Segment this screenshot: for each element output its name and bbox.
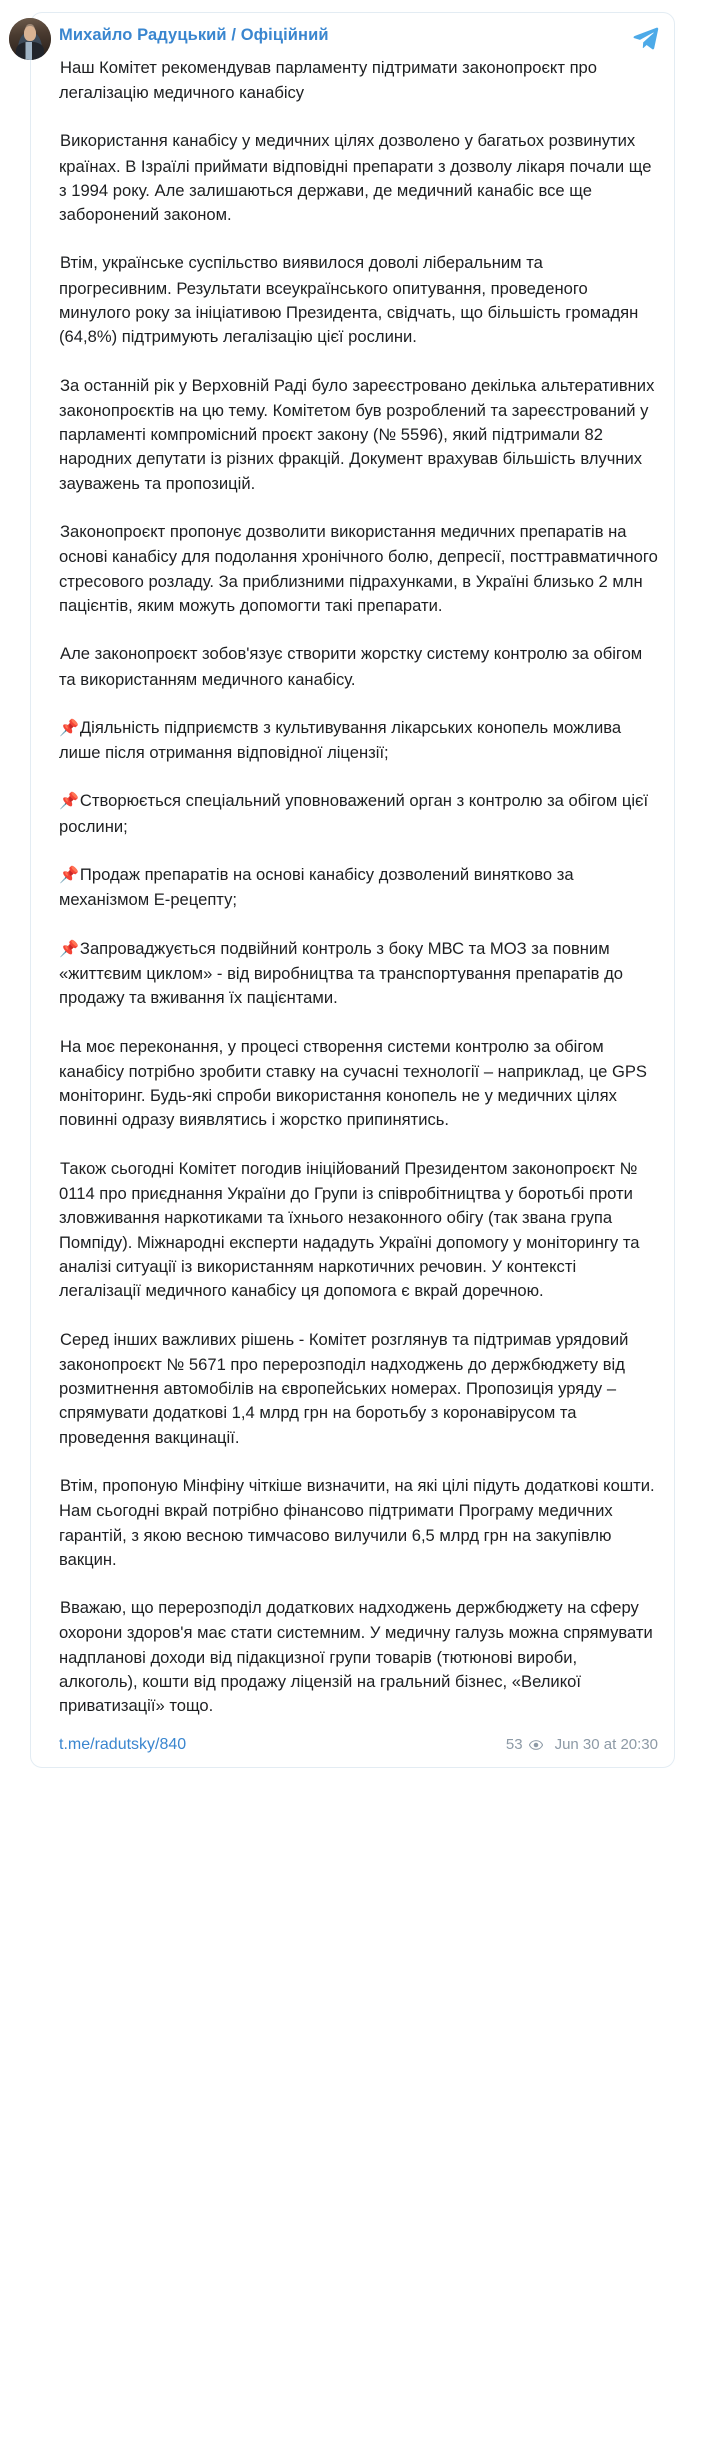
post-paragraph (59, 56, 658, 106)
paragraph-text: Законопроєкт пропонує дозволити використання медичних препаратів на основі канабісу для подолання хронічного болю, депресії, посттравматичного стресового розладу. За приблизними підрахунками, в Україні близько 2 млн пацієнтів, яким можуть допомогти такі препарати. (59, 522, 663, 615)
post-paragraph (59, 1328, 658, 1450)
paragraph-text: Наш Комітет рекомендував парламенту підтримати законопроєкт про легалізацію медичного канабісу (59, 57, 602, 102)
paragraph-text: Серед інших важливих рішень - Комітет розглянув та підтримав урядовий законопроєкт № 5671 про перерозподіл надходжень до держбюджету від розмитнення автомобілів на європейських номерах. Пропозиція уряду – спрямувати додаткові 1,4 млрд грн на боротьбу з коронавірусом та проведення вакцинації. (59, 1329, 634, 1447)
pushpin-icon: 📌 (59, 867, 79, 885)
post-footer (59, 1733, 658, 1759)
post-date: Jun 30 at 20:30 (554, 1735, 658, 1753)
post-paragraph (59, 1157, 658, 1304)
post-paragraph-pinned (59, 716, 658, 766)
post-paragraph (59, 1474, 658, 1572)
paragraph-text: Але законопроєкт зобов'язує створити жорстку систему контролю за обігом та використанням медичного канабісу. (59, 644, 647, 689)
post-header (59, 25, 658, 46)
eye-icon (529, 1738, 543, 1752)
paragraph-text: Вважаю, що перерозподіл додаткових надходжень держбюджету на сферу охорони здоров'я має стати системним. У медичну галузь можна спрямувати надпланові доходи від підакцизної групи товарів (тютюнові вироби, алкоголь), кошти від продажу ліцензій на гральний бізнес, «Великої приватизації» тощо. (59, 1598, 658, 1716)
post-text-body (59, 56, 663, 1719)
post-card (30, 12, 675, 1768)
paragraph-text: За останній рік у Верховній Раді було зареєстровано декілька альтеративних законопроєктів на цю тему. Комітетом був розроблений та зареєстрований у парламенті компромісний проєкт закону (№ 5596), який підтримали 82 народних депутати із різних фракцій. Документ врахував більшість влучних зауважень та пропозицій. (59, 375, 660, 493)
view-count: 53 (505, 1735, 523, 1753)
post-paragraph (59, 642, 658, 692)
paragraph-text: Втім, пропоную Мінфіну чіткіше визначити, на які цілі підуть додаткові кошти. Нам сьогодні вкрай потрібно фінансово підтримати Програму медичних гарантій, з якою весною тимчасово вилучили 6,5 млрд грн на закупівлю вакцин. (59, 1475, 660, 1569)
avatar-image (9, 18, 51, 60)
paragraph-text: Також сьогодні Комітет погодив ініційований Президентом законопроєкт № 0114 про приєднання України до Групи із співробітництва у боротьбі проти зловживання наркотиками та їхнього незаконного обігу (так звана група Помпіду). Міжнародні експерти нададуть Україні допомогу у моніторингу та аналізі ситуації із використанням наркотичних речовин. У контексті легалізації медичного канабісу ця допомога є вкрай доречною. (59, 1158, 645, 1301)
post-paragraph-pinned (59, 863, 658, 913)
channel-name[interactable]: Михайло Радуцький / Офіційний (59, 26, 329, 44)
avatar[interactable] (9, 18, 51, 60)
pushpin-icon: 📌 (59, 719, 79, 737)
pushpin-icon: 📌 (59, 940, 79, 958)
post-paragraph-pinned (59, 937, 658, 1011)
post-paragraph (59, 374, 658, 496)
post-paragraph-pinned (59, 789, 658, 839)
post-meta (506, 1735, 658, 1755)
paragraph-text: Втім, українське суспільство виявилося доволі ліберальним та прогресивним. Результати всеукраїнського опитування, проведеного минулого року за ініціативою Президента, свідчать, що більшість громадян (64,8%) підтримують легалізацію цієї рослини. (59, 253, 643, 347)
paragraph-text: Створюється спеціальний уповноважений орган з контролю за обігом цієї рослини; (59, 791, 653, 836)
post-paragraph (59, 1035, 658, 1133)
pushpin-icon: 📌 (59, 793, 79, 811)
paragraph-text: Запроваджується подвійний контроль з боку МВС та МОЗ за повним «життєвим циклом» - від виробництва та транспортування препаратів до продажу та вживання їх пацієнтами. (59, 938, 628, 1008)
post-paragraph (59, 251, 658, 349)
paragraph-text: Діяльність підприємств з культивування лікарських конопель можлива лише після отримання відповідної ліцензії; (59, 717, 626, 763)
paragraph-text: Використання канабісу у медичних цілях дозволено у багатьох розвинутих країнах. В Ізраїлі приймати відповідні препарати з дозволу лікаря почали ще з 1994 року. Але залишаються держави, де медичний канабіс все ще заборонений законом. (59, 131, 657, 225)
post-paragraph (59, 1596, 658, 1718)
post-permalink[interactable]: t.me/radutsky/840 (59, 1735, 187, 1753)
post-paragraph (59, 520, 663, 618)
telegram-plane-icon[interactable] (630, 23, 660, 53)
paragraph-text: Продаж препаратів на основі канабісу дозволений винятково за механізмом Е-рецепту; (59, 865, 579, 910)
paragraph-text: На моє переконання, у процесі створення системи контролю за обігом канабісу потрібно зробити ставку на сучасні технології – наприклад, це GPS моніторинг. Будь-які спроби використання конопель не у медичних цілях повинні одразу виявлятись і жорстко припинятись. (59, 1036, 652, 1130)
post-paragraph (59, 129, 658, 227)
